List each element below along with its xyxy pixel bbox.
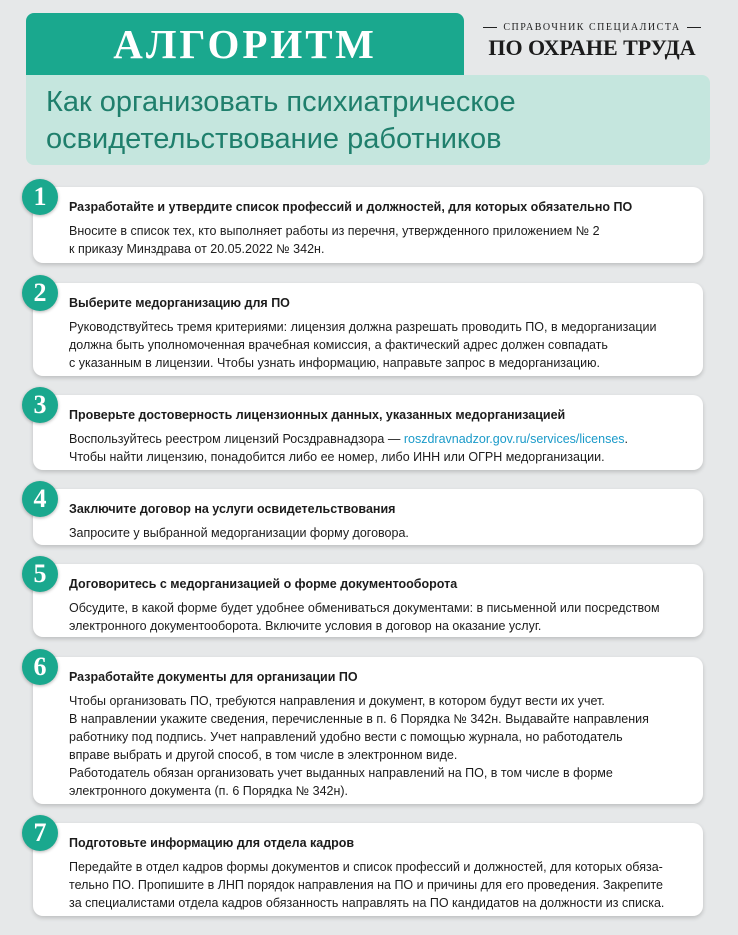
page-title-line-2: освидетельствование работников [46, 123, 502, 155]
step-text-suffix: . [624, 432, 629, 446]
page-title [26, 75, 710, 165]
step-title: Договоритесь с медорганизацией о форме документооборота [69, 577, 458, 591]
step-text-line: Руководствуйтесь тремя критериями: лицензия должна разрешать проводить ПО, в медорганизации [69, 320, 657, 334]
step-text-prefix: Воспользуйтесь реестром лицензий Росздравнадзора — [69, 432, 404, 446]
step-text-line: тельно ПО. Пропишите в ЛНП порядок направления на ПО и причины для его проведения. Закрепите [69, 878, 663, 892]
brand-subtitle: СПРАВОЧНИК СПЕЦИАЛИСТА [476, 22, 708, 33]
step-text-line: за специалистами отдела кадров обязанность направлять на ПО кандидатов на должности из списка. [69, 896, 665, 910]
step-card-3 [33, 390, 703, 470]
step-text-line: электронного документооборота. Включите условия в договор на оказание услуг. [69, 619, 542, 633]
step-text-line: Запросите у выбранной медорганизации форму договора. [69, 526, 409, 540]
step-number-badge: 6 [22, 649, 58, 685]
step-text-line: В направлении укажите сведения, перечисленные в п. 6 Порядка № 342н. Выдавайте направления [69, 712, 649, 726]
step-text-line: электронного документа (п. 6 Порядка № 342н). [69, 784, 349, 798]
header-badge-text: АЛГОРИТМ [113, 21, 377, 67]
step-text-line: к приказу Минздрава от 20.05.2022 № 342н. [69, 242, 325, 256]
step-number-badge: 3 [22, 387, 58, 423]
step-text [69, 222, 691, 258]
step-text [69, 599, 691, 635]
step-text [69, 430, 691, 466]
step-text-line: Передайте в отдел кадров формы документов и список профессий и должностей, для которых обяза- [69, 860, 663, 874]
step-number-badge: 7 [22, 815, 58, 851]
page-title-line-1: Как организовать психиатрическое [46, 86, 516, 118]
step-title: Разработайте документы для организации ПО [69, 670, 358, 684]
step-text [69, 858, 691, 912]
step-number-badge: 5 [22, 556, 58, 592]
step-title: Подготовьте информацию для отдела кадров [69, 836, 355, 850]
step-text [69, 318, 691, 372]
step-text-line: работнику под подпись. Учет направлений удобно вести с помощью журнала, но работодатель [69, 730, 623, 744]
step-text-line: должна быть уполномоченная врачебная комиссия, а фактический адрес должен совпадать [69, 338, 608, 352]
step-title: Разработайте и утвердите список профессий и должностей, для которых обязательно ПО [69, 200, 633, 214]
step-title: Проверьте достоверность лицензионных данных, указанных медорганизацией [69, 408, 566, 422]
step-text-line: Работодатель обязан организовать учет выданных направлений на ПО, в том числе в форме [69, 766, 613, 780]
step-card-1 [33, 182, 703, 263]
step-text [69, 524, 691, 542]
step-text-line: Обсудите, в какой форме будет удобнее обмениваться документами: в письменной или посредством [69, 601, 660, 615]
step-title: Заключите договор на услуги освидетельствования [69, 502, 396, 516]
step-card-2 [33, 278, 703, 376]
step-text-line: Чтобы найти лицензию, понадобится либо ее номер, либо ИНН или ОГРН медорганизации. [69, 450, 605, 464]
registry-link[interactable]: roszdravnadzor.gov.ru/services/licenses [403, 432, 625, 446]
step-card-7 [33, 818, 703, 916]
step-card-5 [33, 559, 703, 637]
step-card-6 [33, 652, 703, 804]
header-badge [26, 13, 464, 75]
step-text-line: с указанным в лицензии. Чтобы узнать информацию, направьте запрос в медорганизацию. [69, 356, 600, 370]
step-card-4 [33, 484, 703, 545]
step-number-badge: 1 [22, 179, 58, 215]
step-title: Выберите медорганизацию для ПО [69, 296, 290, 310]
step-text [69, 692, 691, 800]
step-number-badge: 4 [22, 481, 58, 517]
step-text-line [69, 430, 691, 448]
step-number-badge: 2 [22, 275, 58, 311]
step-text-line: Чтобы организовать ПО, требуются направления и документ, в котором будут вести их учет. [69, 694, 605, 708]
step-text-line: Вносите в список тех, кто выполняет работы из перечня, утвержденного приложением № 2 [69, 224, 600, 238]
step-text-line: вправе выбрать и другой способ, в том числе в электронном виде. [69, 748, 458, 762]
brand-name: ПО ОХРАНЕ ТРУДА [488, 35, 696, 60]
brand-logo [476, 22, 708, 61]
